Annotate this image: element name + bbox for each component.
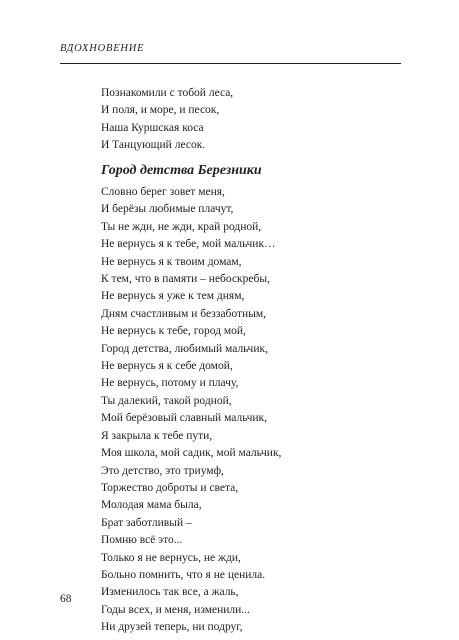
verse-line: Город детства, любимый мальчик, — [101, 342, 268, 355]
verse-line: Помню всё это... — [101, 534, 183, 547]
verse-line: Только я не вернусь, не жди, — [101, 551, 241, 564]
verse-line: Годы всех, и меня, изменили... — [101, 603, 250, 616]
poem-title: Город детства Березники — [101, 163, 262, 178]
verse-line: Брат заботливый – — [101, 516, 192, 529]
verse-line: Дням счастливым и беззаботным, — [101, 307, 267, 320]
verse-line: Больно помнить, что я не ценила. — [101, 568, 266, 581]
previous-poem-stanza — [101, 85, 233, 155]
verse-line: Молодая мама была, — [101, 499, 202, 512]
verse-line: Не вернусь к тебе, город мой, — [101, 325, 246, 338]
verse-line: И берёзы любимые плачут, — [101, 203, 234, 216]
poem-body — [101, 184, 281, 637]
verse-line: Наша Куршская коса — [101, 121, 204, 134]
verse-line: Моя школа, мой садик, мой мальчик, — [101, 447, 282, 460]
page-number: 68 — [60, 593, 72, 605]
verse-line: Не вернусь я уже к тем дням, — [101, 290, 245, 303]
verse-line: Торжество доброты и света, — [101, 481, 239, 494]
verse-line: И поля, и море, и песок, — [101, 104, 220, 117]
verse-line: Словно берег зовет меня, — [101, 186, 225, 198]
verse-line: Не вернусь, потому и плачу, — [101, 377, 239, 390]
running-title: ВДОХНОВЕНИЕ — [60, 43, 145, 54]
header-rule — [60, 63, 401, 64]
verse-line: Я закрыла к тебе пути, — [101, 429, 213, 442]
verse-line: Мой берёзовый славный мальчик, — [101, 412, 267, 425]
verse-line: Не вернусь я к тебе, мой мальчик… — [101, 238, 276, 251]
verse-line: И Танцующий лесок. — [101, 139, 206, 152]
verse-line: Познакомили с тобой леса, — [101, 87, 234, 99]
verse-line: Ты не жди, не жди, край родной, — [101, 220, 262, 233]
verse-line: Изменилось так все, а жаль, — [101, 586, 239, 599]
verse-line: Это детство, это триумф, — [101, 464, 224, 477]
verse-line: К тем, что в памяти – небоскребы, — [101, 273, 270, 286]
verse-line: Ты далекий, такой родной, — [101, 394, 232, 407]
verse-line: Не вернусь я к себе домой, — [101, 360, 233, 373]
verse-line: Не вернусь я к твоим домам, — [101, 255, 242, 268]
verse-line: Ни друзей теперь, ни подруг, — [101, 621, 243, 634]
